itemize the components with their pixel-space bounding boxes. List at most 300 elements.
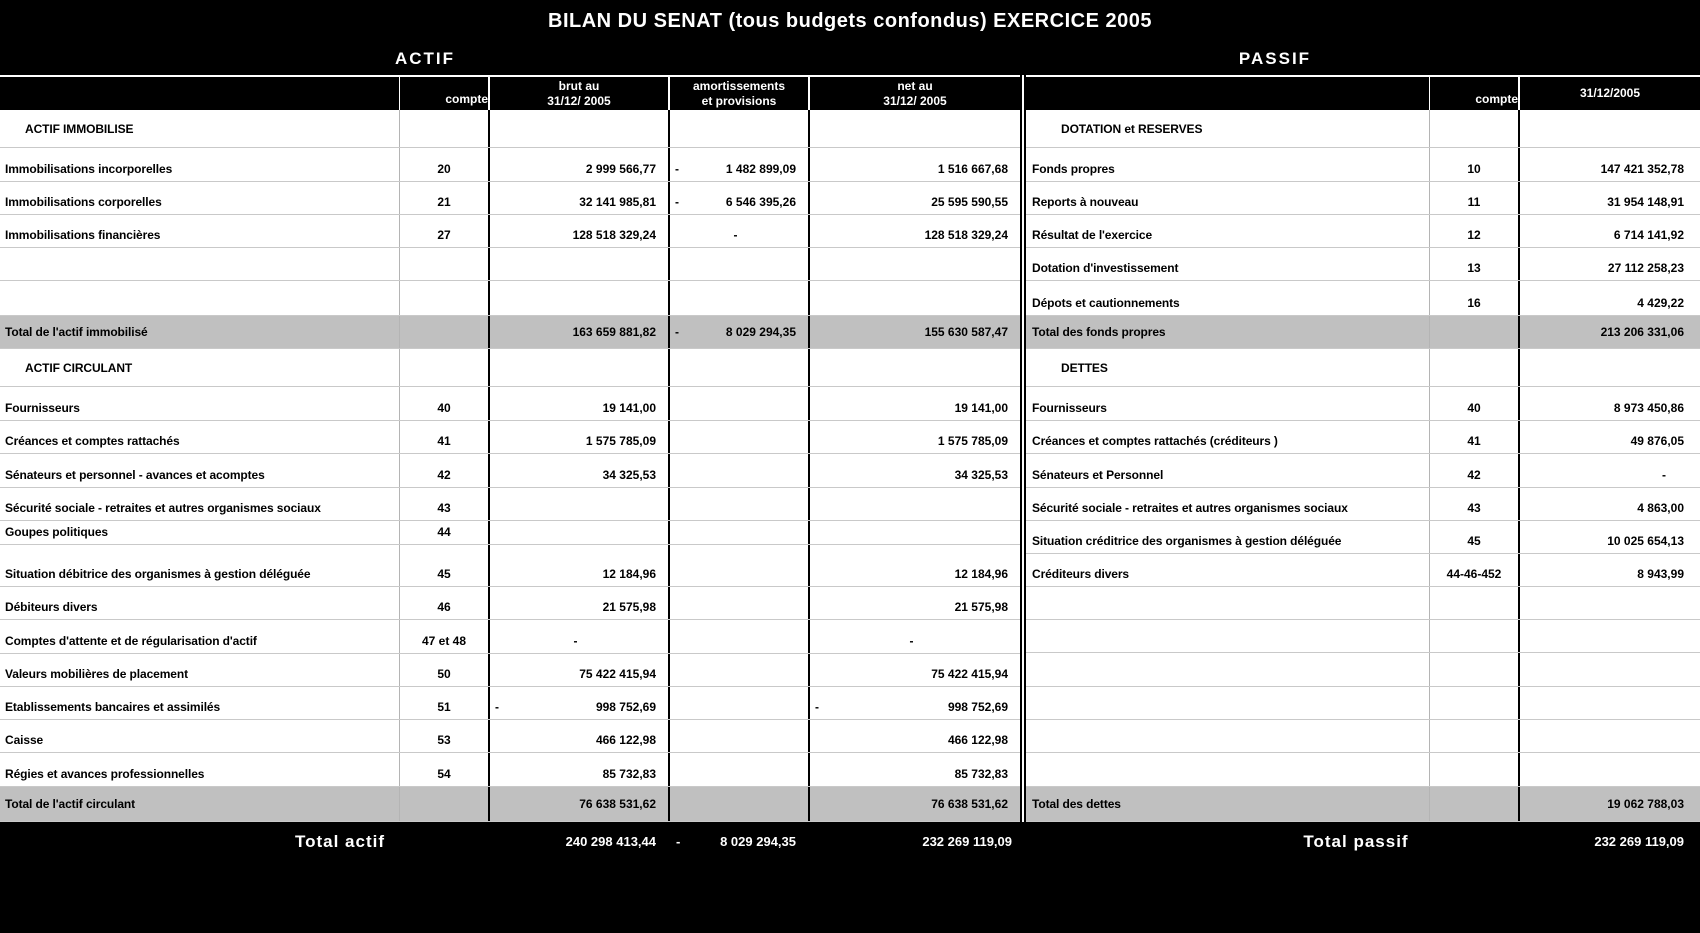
row-label: Créances et comptes rattachés [5, 434, 180, 448]
brut-cell [490, 787, 670, 821]
compte-cell [1430, 620, 1520, 652]
amount: 75 422 415,94 [931, 667, 1008, 681]
table-row [1026, 620, 1700, 653]
negative-sign: - [675, 325, 679, 339]
amount: 163 659 881,82 [572, 325, 656, 339]
compte-cell [400, 521, 490, 544]
brut-cell [490, 720, 670, 752]
compte-cell [400, 620, 490, 653]
row-label: Caisse [5, 733, 44, 747]
negative-sign: - [675, 195, 679, 209]
amount: 85 732,83 [602, 767, 656, 781]
value-cell [1520, 554, 1700, 586]
table-row [1026, 454, 1700, 488]
row-label: Créditeurs divers [1032, 567, 1130, 581]
compte-cell [400, 421, 490, 453]
total-passif-value: 232 269 119,09 [1594, 834, 1684, 849]
section-row [1026, 110, 1700, 148]
row-label-cell [1026, 454, 1430, 487]
compte-value: 43 [437, 501, 451, 515]
row-label: Fonds propres [1032, 162, 1115, 176]
actif-heading: ACTIF [394, 49, 456, 68]
row-label-cell [0, 587, 400, 619]
total-actif-net: 232 269 119,09 [922, 834, 1012, 849]
row-label-cell [1026, 349, 1430, 386]
brut-cell [490, 182, 670, 214]
row-label-cell [0, 753, 400, 786]
row-label-cell [0, 316, 400, 348]
compte-value: 10 [1467, 162, 1481, 176]
actif-table-header [0, 75, 1020, 110]
row-label-cell [0, 349, 400, 386]
amort-cell [670, 148, 810, 181]
negative-sign: - [815, 700, 819, 714]
net-cell [810, 421, 1020, 453]
row-label-cell [1026, 787, 1430, 821]
page-title: BILAN DU SENAT (tous budgets confondus) EXERCICE 2005 [548, 10, 1152, 32]
row-label-cell [0, 387, 400, 420]
passif-table-body [1026, 110, 1700, 822]
header-label: compte [445, 92, 488, 106]
table-row [1026, 281, 1700, 316]
passif-table-header [1026, 75, 1700, 110]
compte-value: 42 [1467, 468, 1481, 482]
row-label-cell [1026, 215, 1430, 247]
net-cell [810, 281, 1020, 315]
compte-cell [1430, 787, 1520, 821]
net-cell [810, 349, 1020, 386]
total-row [0, 316, 1020, 349]
compte-value: 50 [437, 667, 451, 681]
header-label: 31/12/ 2005 [883, 93, 947, 108]
row-label: Goupes politiques [5, 525, 108, 539]
value-cell [1520, 454, 1700, 487]
passif-table [1024, 75, 1700, 822]
compte-value: 45 [437, 567, 451, 581]
net-cell [810, 215, 1020, 247]
amort-cell [670, 421, 810, 453]
value-cell [1520, 215, 1700, 247]
table-row [0, 454, 1020, 488]
brut-cell [490, 687, 670, 719]
compte-cell [400, 110, 490, 147]
row-label: Immobilisations financières [5, 228, 161, 242]
compte-value: 16 [1467, 296, 1481, 310]
row-label-cell [0, 182, 400, 214]
amount: 155 630 587,47 [924, 325, 1008, 339]
nil-dash: - [733, 228, 738, 242]
compte-cell [400, 148, 490, 181]
amount: 8 029 294,35 [720, 834, 796, 849]
value-cell [1520, 687, 1700, 719]
row-label: Dépots et cautionnements [1032, 296, 1180, 310]
amount: 6 714 141,92 [1613, 228, 1684, 242]
row-label: Sécurité sociale - retraites et autres organismes sociaux [1032, 501, 1348, 515]
row-label-cell [0, 654, 400, 686]
compte-value: 42 [437, 468, 451, 482]
brut-cell [490, 349, 670, 386]
value-cell [1520, 653, 1700, 686]
value-cell [1520, 488, 1700, 520]
row-label: Sécurité sociale - retraites et autres organismes sociaux [5, 501, 321, 515]
header-cell-compte [1430, 77, 1520, 110]
amount: 1 575 785,09 [937, 434, 1008, 448]
brut-cell [490, 248, 670, 280]
amount: 6 546 395,26 [725, 195, 796, 209]
net-cell [810, 248, 1020, 280]
brut-cell [490, 587, 670, 619]
compte-value: 13 [1467, 261, 1481, 275]
value-cell [1520, 182, 1700, 214]
amort-cell [670, 654, 810, 686]
row-label-cell [0, 687, 400, 719]
total-passif-label: Total passif [1303, 831, 1409, 851]
amount: 76 638 531,62 [931, 797, 1008, 811]
table-row [0, 248, 1020, 281]
total-actif-label: Total actif [294, 831, 386, 851]
net-cell [810, 148, 1020, 181]
compte-cell [400, 387, 490, 420]
header-label: brut au [558, 78, 600, 93]
brut-cell [490, 753, 670, 786]
amort-cell [670, 349, 810, 386]
brut-cell [490, 620, 670, 653]
row-label-cell [1026, 110, 1430, 147]
amount: 34 325,53 [954, 468, 1008, 482]
header-cell-empty [1026, 77, 1430, 110]
total-actif-amortissements [670, 822, 810, 861]
value-cell [1520, 248, 1700, 280]
net-cell [810, 620, 1020, 653]
amount: 12 184,96 [602, 567, 656, 581]
compte-cell [400, 215, 490, 247]
net-cell [810, 182, 1020, 214]
amort-cell [670, 182, 810, 214]
compte-cell [1430, 349, 1520, 386]
nil-dash: - [909, 634, 914, 648]
row-label-cell [1026, 488, 1430, 520]
amort-cell [670, 753, 810, 786]
header-label: net au [897, 78, 933, 93]
amount: 27 112 258,23 [1607, 261, 1684, 275]
row-label: Immobilisations corporelles [5, 195, 162, 209]
row-label-cell [0, 148, 400, 181]
value-cell [1520, 387, 1700, 420]
value-cell [1520, 620, 1700, 652]
brut-cell [490, 148, 670, 181]
compte-cell [1430, 753, 1520, 786]
row-label-cell [0, 545, 400, 586]
row-label: Reports à nouveau [1032, 195, 1139, 209]
section-row [0, 349, 1020, 387]
amort-cell [670, 720, 810, 752]
brut-cell [490, 545, 670, 586]
amount: 49 876,05 [1630, 434, 1684, 448]
table-row [0, 545, 1020, 587]
total-row [1026, 787, 1700, 822]
row-label-cell [0, 720, 400, 752]
section-row [1026, 349, 1700, 387]
amount: 25 595 590,55 [931, 195, 1008, 209]
row-label: Dotation d'investissement [1032, 261, 1179, 275]
row-label: Total de l'actif immobilisé [5, 325, 148, 339]
compte-cell [400, 281, 490, 315]
compte-cell [1430, 148, 1520, 181]
value-cell [1520, 110, 1700, 147]
table-row [1026, 488, 1700, 521]
compte-value: 41 [437, 434, 451, 448]
amount: 8 029 294,35 [725, 325, 796, 339]
value-cell [1520, 587, 1700, 619]
compte-cell [1430, 720, 1520, 752]
compte-cell [400, 488, 490, 520]
amort-cell [670, 387, 810, 420]
compte-cell [1430, 316, 1520, 348]
amount: 1 482 899,09 [725, 162, 796, 176]
amount: 10 025 654,13 [1607, 534, 1684, 548]
amount: 1 575 785,09 [585, 434, 656, 448]
net-cell [810, 387, 1020, 420]
compte-cell [1430, 521, 1520, 553]
amort-cell [670, 110, 810, 147]
compte-cell [1430, 554, 1520, 586]
table-row [0, 488, 1020, 521]
net-cell [810, 687, 1020, 719]
row-label: Régies et avances professionnelles [5, 767, 205, 781]
row-label-cell [1026, 753, 1430, 786]
compte-cell [1430, 215, 1520, 247]
compte-value: 53 [437, 733, 451, 747]
row-label-cell [0, 421, 400, 453]
table-row [0, 281, 1020, 316]
amount: 75 422 415,94 [579, 667, 656, 681]
row-label-cell [1026, 720, 1430, 752]
net-cell [810, 654, 1020, 686]
table-row [1026, 554, 1700, 587]
row-label-cell [0, 110, 400, 147]
row-label-cell [0, 248, 400, 280]
amort-cell [670, 587, 810, 619]
brut-cell [490, 281, 670, 315]
header-cell-net [810, 77, 1020, 110]
row-label-cell [0, 521, 400, 544]
compte-cell [400, 349, 490, 386]
row-label-cell [1026, 620, 1430, 652]
value-cell [1520, 421, 1700, 453]
amort-cell [670, 316, 810, 348]
amort-cell [670, 545, 810, 586]
amount: 128 518 329,24 [572, 228, 656, 242]
amort-cell [670, 248, 810, 280]
table-row [1026, 421, 1700, 454]
value-cell [1520, 787, 1700, 821]
row-label-cell [1026, 421, 1430, 453]
amount: 34 325,53 [602, 468, 656, 482]
table-row [1026, 653, 1700, 687]
compte-cell [1430, 587, 1520, 619]
compte-value: 54 [437, 767, 451, 781]
compte-cell [1430, 182, 1520, 214]
compte-cell [400, 182, 490, 214]
row-label: Résultat de l'exercice [1032, 228, 1153, 242]
amount: 147 421 352,78 [1600, 162, 1684, 176]
header-label: 31/12/2005 [1579, 86, 1641, 100]
compte-cell [1430, 281, 1520, 315]
compte-cell [400, 587, 490, 619]
compte-cell [400, 687, 490, 719]
row-label-cell [1026, 281, 1430, 315]
amount: 19 141,00 [602, 401, 656, 415]
amount: 12 184,96 [954, 567, 1008, 581]
net-cell [810, 753, 1020, 786]
brut-cell [490, 316, 670, 348]
row-label: Fournisseurs [5, 401, 80, 415]
negative-sign: - [495, 700, 499, 714]
value-cell [1520, 349, 1700, 386]
row-label: Débiteurs divers [5, 600, 98, 614]
row-label: Total de l'actif circulant [5, 797, 136, 811]
brut-cell [490, 421, 670, 453]
compte-cell [1430, 488, 1520, 520]
compte-value: 12 [1467, 228, 1481, 242]
value-cell [1520, 316, 1700, 348]
amort-cell [670, 521, 810, 544]
row-label-cell [0, 281, 400, 315]
row-label: ACTIF IMMOBILISE [25, 121, 134, 136]
amount: 4 429,22 [1637, 296, 1684, 310]
passif-heading: PASSIF [1238, 49, 1312, 68]
nil-dash: - [573, 634, 578, 648]
compte-cell [1430, 421, 1520, 453]
brut-cell [490, 454, 670, 487]
amount: 76 638 531,62 [579, 797, 656, 811]
header-label: et provisions [701, 93, 777, 108]
amount: 213 206 331,06 [1600, 325, 1684, 339]
compte-value: 27 [437, 228, 451, 242]
compte-cell [1430, 687, 1520, 719]
section-row [0, 110, 1020, 148]
header-label: compte [1475, 92, 1518, 106]
total-row [0, 787, 1020, 822]
amount: 2 999 566,77 [585, 162, 656, 176]
net-cell [810, 587, 1020, 619]
row-label: DETTES [1061, 360, 1108, 375]
table-row [0, 215, 1020, 248]
table-row [0, 521, 1020, 545]
compte-value: 44-46-452 [1446, 567, 1502, 581]
table-row [0, 687, 1020, 720]
compte-cell [1430, 454, 1520, 487]
brut-cell [490, 488, 670, 520]
row-label: Créances et comptes rattachés (créditeurs ) [1032, 434, 1278, 448]
compte-cell [400, 654, 490, 686]
row-label: Immobilisations incorporelles [5, 162, 173, 176]
header-label: 31/12/ 2005 [547, 93, 611, 108]
compte-cell [1430, 110, 1520, 147]
amount: 8 943,99 [1637, 567, 1684, 581]
value-cell [1520, 281, 1700, 315]
net-cell [810, 787, 1020, 821]
net-cell [810, 110, 1020, 147]
amort-cell [670, 787, 810, 821]
amort-cell [670, 454, 810, 487]
row-label-cell [0, 488, 400, 520]
compte-cell [400, 454, 490, 487]
compte-cell [1430, 653, 1520, 686]
table-row [1026, 753, 1700, 787]
compte-cell [1430, 248, 1520, 280]
row-label-cell [0, 454, 400, 487]
compte-cell [400, 248, 490, 280]
row-label-cell [1026, 653, 1430, 686]
amort-cell [670, 620, 810, 653]
row-label: Total des dettes [1032, 797, 1121, 811]
header-cell-empty [0, 77, 400, 110]
value-cell [1520, 720, 1700, 752]
header-cell-amortissements [670, 77, 810, 110]
brut-cell [490, 215, 670, 247]
row-label-cell [1026, 587, 1430, 619]
row-label-cell [0, 215, 400, 247]
row-label-cell [1026, 554, 1430, 586]
compte-value: 40 [437, 401, 451, 415]
amount: 31 954 148,91 [1607, 195, 1684, 209]
compte-value: 20 [437, 162, 451, 176]
table-row [0, 654, 1020, 687]
header-label: amortissements [692, 78, 786, 93]
brut-cell [490, 521, 670, 544]
negative-sign: - [675, 162, 679, 176]
amount: 466 122,98 [947, 733, 1008, 747]
amort-cell [670, 488, 810, 520]
amort-cell [670, 215, 810, 247]
compte-value: 47 et 48 [421, 634, 467, 648]
row-label: Situation débitrice des organismes à gestion déléguée [5, 567, 311, 581]
table-row [1026, 387, 1700, 421]
row-label: Etablissements bancaires et assimilés [5, 700, 221, 714]
table-row [0, 620, 1020, 654]
row-label: Total des fonds propres [1032, 325, 1166, 339]
amort-cell [670, 687, 810, 719]
row-label: Sénateurs et Personnel [1032, 468, 1164, 482]
net-cell [810, 545, 1020, 586]
brut-cell [490, 654, 670, 686]
negative-sign: - [676, 834, 681, 849]
net-cell [810, 488, 1020, 520]
compte-value: 51 [437, 700, 451, 714]
table-row [1026, 215, 1700, 248]
row-label-cell [1026, 148, 1430, 181]
amount: 21 575,98 [954, 600, 1008, 614]
amount: 998 752,69 [947, 700, 1008, 714]
totals-footer [0, 822, 1700, 861]
net-cell [810, 316, 1020, 348]
amount: 1 516 667,68 [937, 162, 1008, 176]
row-label: Situation créditrice des organismes à gestion déléguée [1032, 534, 1342, 548]
table-row [1026, 148, 1700, 182]
row-label-cell [1026, 521, 1430, 553]
row-label: Fournisseurs [1032, 401, 1107, 415]
amount: 128 518 329,24 [924, 228, 1008, 242]
row-label-cell [1026, 687, 1430, 719]
total-actif-brut: 240 298 413,44 [565, 834, 656, 849]
compte-cell [400, 787, 490, 821]
row-label: Valeurs mobilières de placement [5, 667, 188, 681]
compte-value: 44 [437, 525, 451, 539]
table-row [0, 720, 1020, 753]
compte-cell [400, 316, 490, 348]
brut-cell [490, 387, 670, 420]
